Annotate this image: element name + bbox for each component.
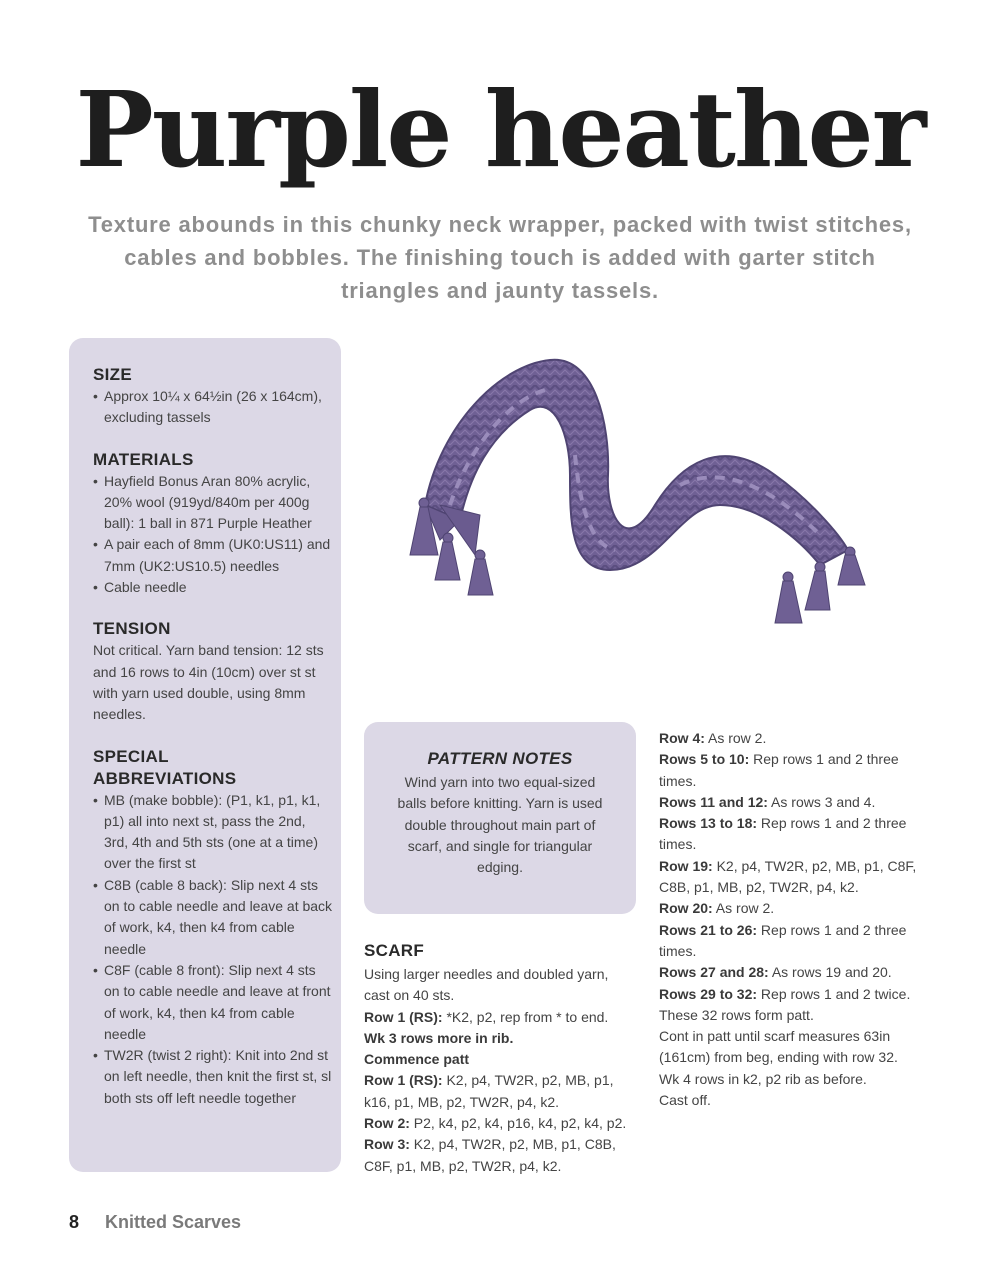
scarf-intro: Using larger needles and doubled yarn, cast on 40 sts. (364, 966, 609, 1004)
instruction-row: Row 4: As row 2. (659, 730, 767, 746)
instruction-row: Rows 5 to 10: Rep rows 1 and 2 three times. (659, 751, 899, 789)
list-item: • C8B (cable 8 back): Slip next 4 sts on to cable needle and leave at back of work, k4, then k4 from cable needle (93, 875, 333, 960)
instruction-row: Rows 21 to 26: Rep rows 1 and 2 three times. (659, 921, 907, 959)
list-item: • MB (make bobble): (P1, k1, p1, k1, p1) all into next st, pass the 2nd, 3rd, 4th and 5th sts (one at a time) over the first st (93, 790, 333, 875)
instruction-row: Cast off. (659, 1092, 711, 1109)
scarf-instructions-continued (659, 728, 929, 1111)
scarf-photo (380, 355, 890, 640)
list-item: • A pair each of 8mm (UK0:US11) and 7mm (UK2:US10.5) needles (93, 534, 333, 577)
list-item: • Cable needle (93, 577, 333, 598)
instruction-row: Rows 11 and 12: As rows 3 and 4. (659, 793, 876, 810)
info-sidebar (69, 338, 341, 1172)
instruction-row: Wk 3 rows more in rib. (364, 1029, 514, 1046)
page-number: 8 (69, 1212, 80, 1232)
instruction-row: Row 19: K2, p4, TW2R, p2, MB, p1, C8F, C8B, p1, MB, p2, TW2R, p4, k2. (659, 857, 917, 896)
instruction-row: Rows 29 to 32: Rep rows 1 and 2 twice. (659, 985, 911, 1002)
instruction-row: Cont in patt until scarf measures 63in (161cm) from beg, ending with row 32. (659, 1028, 898, 1066)
instruction-row: Rows 13 to 18: Rep rows 1 and 2 three times. (659, 815, 907, 853)
pattern-notes-box (364, 722, 636, 914)
instruction-row: Row 1 (RS): K2, p4, TW2R, p2, MB, p1, k16, p1, MB, p2, TW2R, p4, k2. (364, 1072, 614, 1110)
instruction-row: Wk 4 rows in k2, p2 rib as before. (659, 1070, 867, 1087)
page-title: Purple heather (75, 68, 925, 191)
abbreviations-heading: SPECIAL ABBREVIATIONS (93, 746, 237, 788)
instruction-row: Row 20: As row 2. (659, 900, 775, 917)
pattern-notes-text: Wind yarn into two equal-sized balls before knitting. Yarn is used double throughout main part of scarf, and single for triangular edging. (397, 774, 603, 876)
list-item: • TW2R (twist 2 right): Knit into 2nd st on left needle, then knit the first st, sl both sts off left needle together (93, 1045, 333, 1109)
scarf-instructions (364, 940, 636, 1177)
instruction-row: Row 1 (RS): *K2, p2, rep from * to end. (364, 1008, 609, 1025)
instruction-row: Row 3: K2, p4, TW2R, p2, MB, p1, C8B, C8F, p1, MB, p2, TW2R, p4, k2. (364, 1136, 616, 1174)
book-title: Knitted Scarves (105, 1212, 242, 1232)
instruction-row: These 32 rows form patt. (659, 1006, 814, 1023)
intro-text: Texture abounds in this chunky neck wrapper, packed with twist stitches, cables and bobbles. The finishing touch is added with garter stitch triangles and jaunty tassels. (88, 212, 912, 303)
materials-heading: MATERIALS (93, 449, 194, 469)
list-item: • C8F (cable 8 front): Slip next 4 sts on to cable needle and leave at front of work, k4, then k4 from cable needle (93, 960, 333, 1045)
abbreviations-list (93, 790, 333, 1109)
instruction-row: Commence patt (364, 1051, 470, 1068)
materials-list (93, 471, 333, 599)
list-item: • Approx 10¼ x 64½in (26 x 164cm), excluding tassels (93, 386, 333, 429)
instruction-row: Row 2: P2, k4, p2, k4, p16, k4, p2, k4, p2. (364, 1115, 627, 1132)
tension-heading: TENSION (93, 619, 171, 639)
instruction-row: Rows 27 and 28: As rows 19 and 20. (659, 964, 892, 981)
list-item: • Hayfield Bonus Aran 80% acrylic, 20% wool (919yd/840m per 400g ball): 1 ball in 871 Purple Heather (93, 471, 333, 535)
page-footer (69, 1212, 241, 1233)
pattern-notes-heading: PATTERN NOTES (427, 749, 573, 768)
size-heading: SIZE (93, 365, 132, 384)
size-list (93, 386, 333, 429)
scarf-heading: SCARF (364, 941, 425, 960)
tension-text: Not critical. Yarn band tension: 12 sts and 16 rows to 4in (10cm) over st st with yarn used double, using 8mm needles. (93, 642, 324, 723)
